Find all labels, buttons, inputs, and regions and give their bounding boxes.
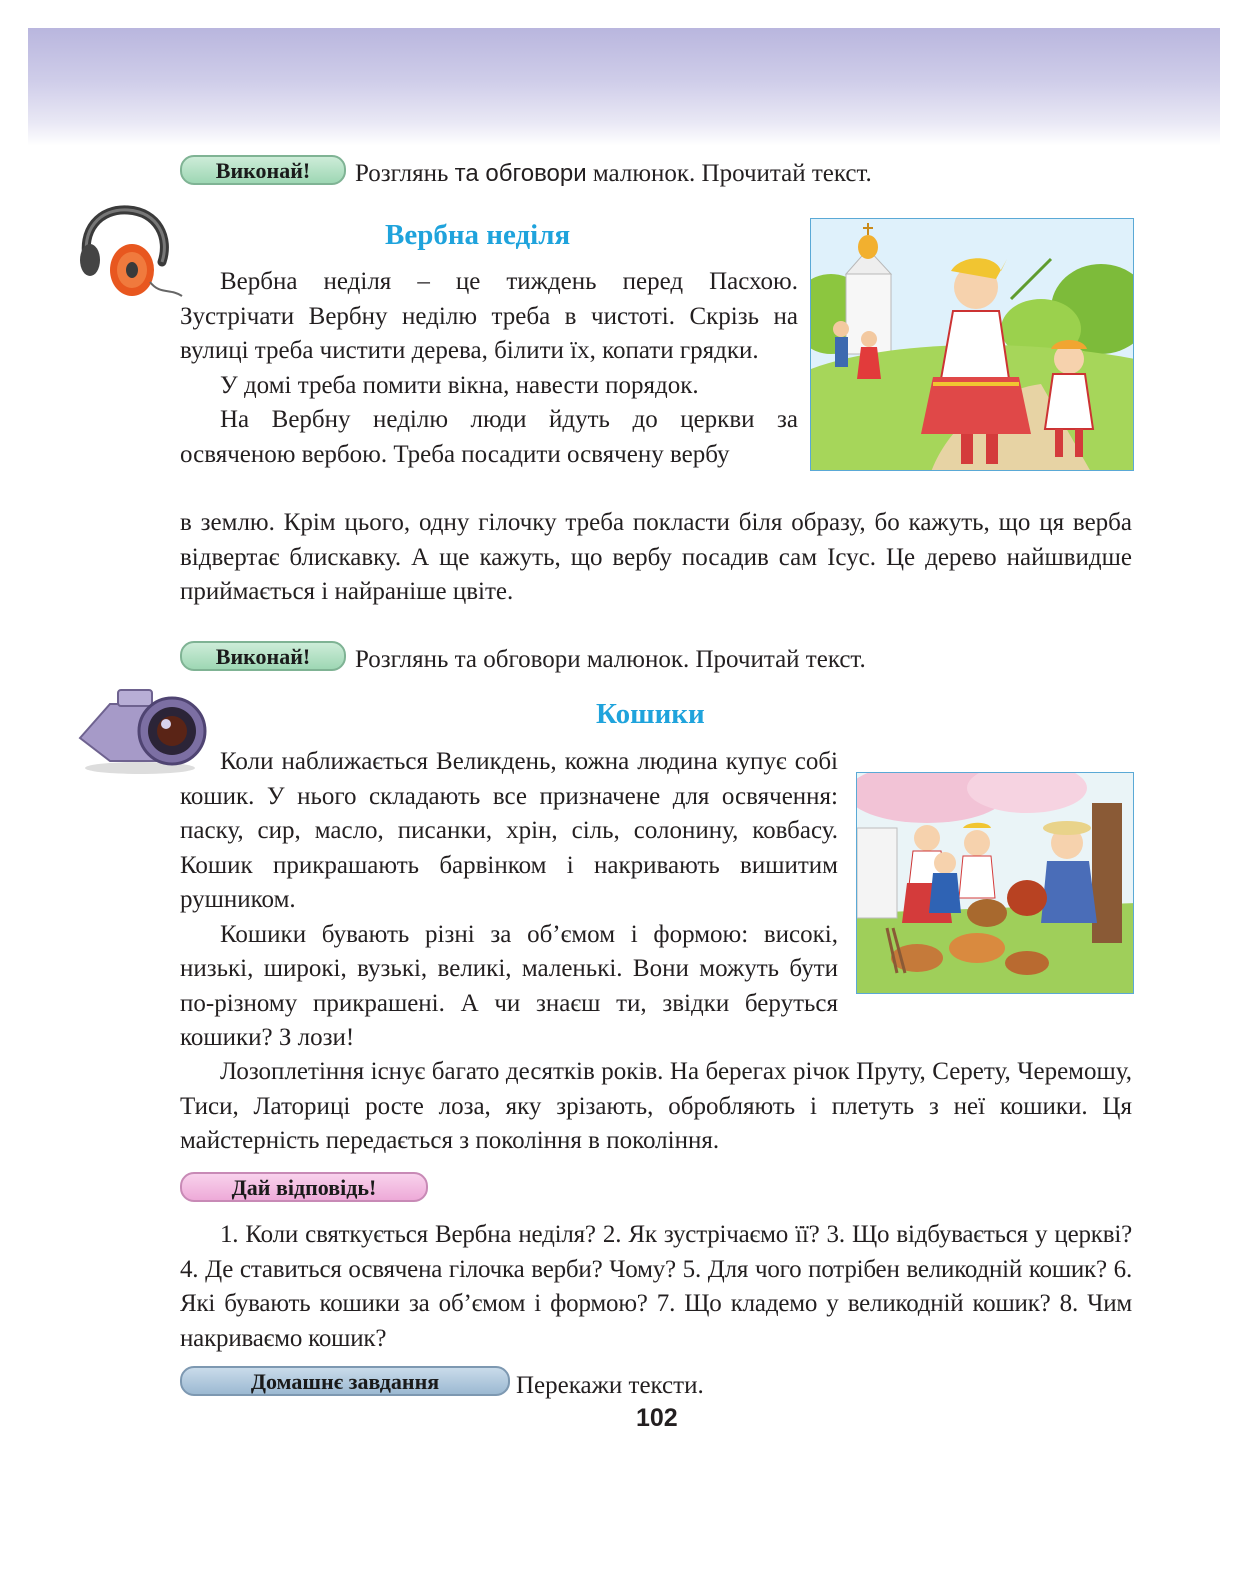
task-instruction-2: Розглянь та обговори малюнок. Прочитай текст. — [355, 646, 866, 673]
do-label-1: Виконай! — [180, 155, 346, 185]
do-label-2: Виконай! — [180, 641, 346, 671]
task1-part1: Розглянь — [355, 160, 449, 187]
section2-p1: Коли наближається Великдень, кожна людина купує собі кошик. У нього складають все призначене для освячення: паску, сир, масло, писанки, хрін, сіль, солонину, ковбасу. Кошик прикрашають барвінком і накривають вишитим рушником. — [180, 748, 838, 913]
palm-sunday-illustration — [810, 218, 1134, 471]
task1-part3: малюнок. Прочитай текст. — [592, 160, 872, 187]
section1-p2: У домі треба помити вікна, навести порядок. — [220, 371, 699, 399]
section1-title: Вербна неділя — [385, 219, 571, 251]
section1-text-continued — [180, 506, 1132, 610]
page-number: 102 — [636, 1404, 678, 1432]
section2-title: Кошики — [596, 698, 705, 730]
task1-part2: та обговори — [454, 160, 587, 187]
homework-label: Домашнє завдання — [180, 1366, 510, 1396]
basket-weaving-illustration — [856, 772, 1134, 994]
section2-text-continued — [180, 1055, 1132, 1159]
headphones-icon — [70, 200, 185, 305]
section1-text — [180, 265, 798, 472]
header-band — [28, 28, 1220, 146]
section1-p3a: На Вербну неділю люди йдуть до церкви за освяченою вербою. Треба посадити освячену вербу — [180, 406, 798, 468]
task-instruction-1 — [355, 158, 872, 190]
section2-text — [180, 745, 838, 1056]
section2-p3: Лозоплетіння існує багато десятків років. На берегах річок Пруту, Серету, Черемошу, Тиси, Латориці росте лоза, яку зрізають, обробляють і плетуть з неї кошики. Ця майстерність передається з покоління в покоління. — [180, 1058, 1132, 1154]
homework-text: Перекажи тексти. — [516, 1372, 704, 1399]
section1-p1: Вербна неділя – це тиждень перед Пасхою. Зустрічати Вербну неділю треба в чистоті. Скрізь на вулиці треба чистити дерева, білити їх, копати грядки. — [180, 268, 798, 364]
questions-text: 1. Коли святкується Вербна неділя? 2. Як зустрічаємо її? 3. Що відбувається у церкві? 4. Де ставиться освячена гілочка верби? Чому? 5. Для чого потрібен великодній кошик? 6. Які бувають кошики за об’ємом і формою? 7. Що кладемо у великодній кошик? 8. Чим накриваємо кошик? — [180, 1221, 1132, 1352]
answer-label: Дай відповідь! — [180, 1172, 428, 1202]
section2-p2: Кошики бувають різні за об’ємом і формою: високі, низькі, широкі, вузькі, великі, маленькі. Вони можуть бути по-різному прикрашені. А чи знаєш ти, звідки беруться кошики? З лози! — [180, 920, 838, 1051]
section1-p3b: в землю. Крім цього, одну гілочку треба покласти біля образу, бо кажуть, що ця верба відвертає блискавку. А ще кажуть, що вербу посадив сам Ісус. Це дерево найшвидше приймається і найраніше цвіте. — [180, 509, 1132, 605]
